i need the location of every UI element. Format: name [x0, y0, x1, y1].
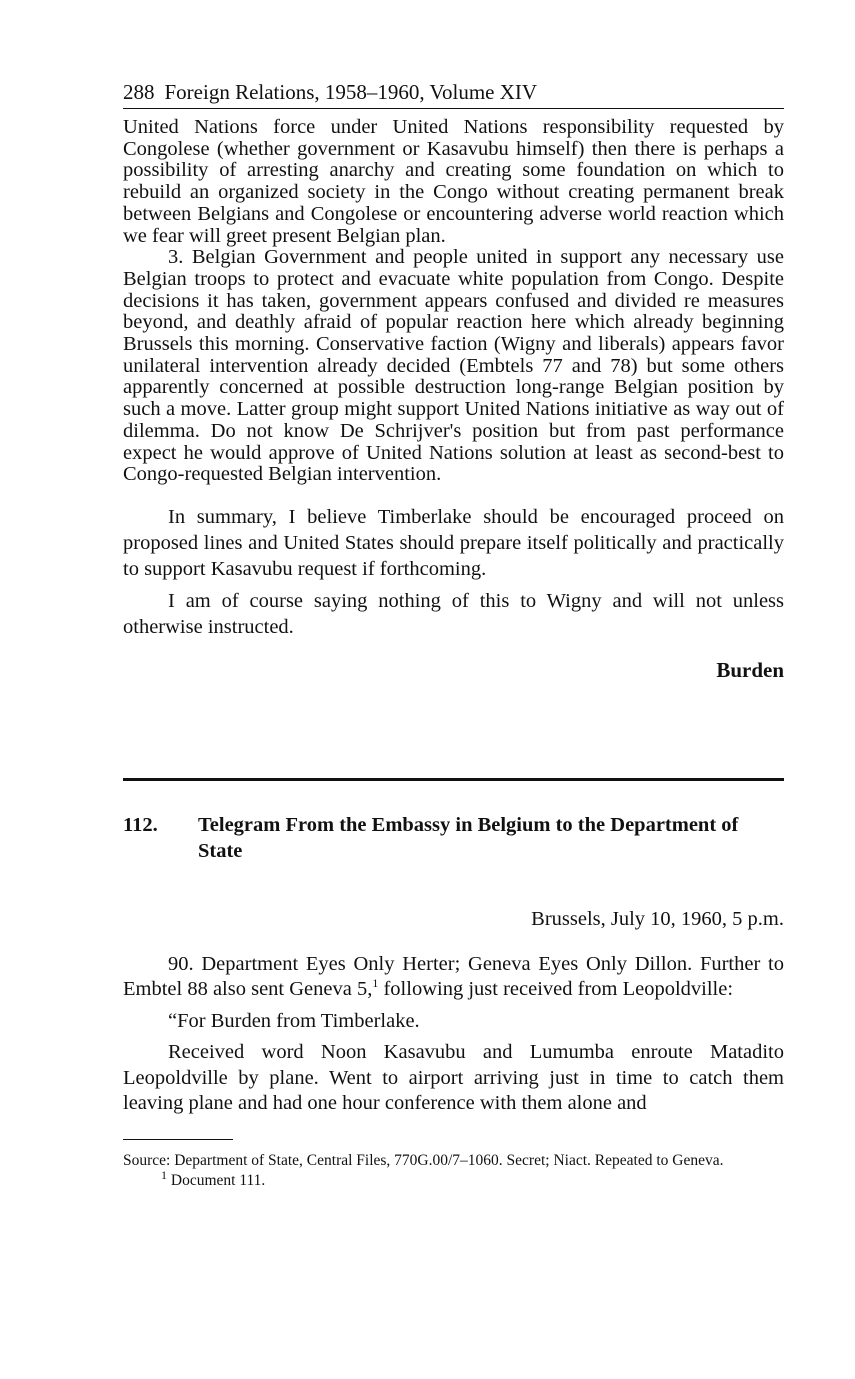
telegram-text-before-note: 90. Department Eyes Only Herter; Geneva Eyes Only Dillon. Further to Embtel 88 also sent Geneva 5, — [123, 952, 784, 1001]
document-number: 112. — [123, 813, 158, 836]
telegram-paragraph-3: Received word Noon Kasavubu and Lumumba enroute Matadito Leopoldville by plane. Went to airport arriving just in time to catch them leaving plane and had one hour conference with them alone and — [123, 1041, 784, 1115]
footnote-1 — [123, 1168, 784, 1191]
continuation-paragraph: United Nations force under United Nations responsibility requested by Congolese (whether government or Kasavubu himself) then there is perhaps a possibility of arresting anarchy and creating some foundation on which to rebuild an organized society in the Congo without creating permanent break between Belgians and Congolese or encountering adverse world reaction which we fear will greet present Belgian plan. — [123, 116, 784, 247]
page-number: 288 — [123, 80, 155, 104]
document-title: Telegram From the Embassy in Belgium to the Department of State — [198, 813, 739, 862]
footnote-1-marker: 1 — [161, 1168, 167, 1183]
footnote-reference: 1 — [372, 976, 379, 991]
footnote-rule — [123, 1139, 233, 1140]
point-3-paragraph: 3. Belgian Government and people united in support any necessary use Belgian troops to protect and evacuate white population from Congo. Despite decisions it has taken, government appears confused and divided re measures beyond, and deathly afraid of popular reaction here which already beginning Brussels this morning. Conservative faction (Wigny and liberals) appears favor unilateral intervention already decided (Embtels 77 and 78) but some others apparently concerned at possible destruction long-range Belgian position by such a move. Latter group might support United Nations initiative as way out of dilemma. Do not know De Schrijver's position but from past performance expect he would approve of United Nations solution at least as second-best to Congo-requested Belgian intervention. — [123, 246, 784, 486]
book-page — [123, 78, 784, 1191]
footnote-1-text: Document 111. — [167, 1172, 266, 1190]
telegram-paragraph-1 — [123, 952, 784, 1003]
source-note: Source: Department of State, Central Files, 770G.00/7–1060. Secret; Niact. Repeated to Geneva. — [123, 1151, 724, 1169]
volume-title: Foreign Relations, 1958–1960, Volume XIV — [164, 80, 538, 104]
telegram-paragraph-2: “For Burden from Timberlake. — [168, 1009, 420, 1032]
closing-paragraph: I am of course saying nothing of this to Wigny and will not unless otherwise instructed. — [123, 589, 784, 638]
dateline: Brussels, July 10, 1960, 5 p.m. — [531, 907, 784, 930]
section-divider — [123, 778, 784, 781]
summary-paragraph: In summary, I believe Timberlake should be encouraged proceed on proposed lines and United States should prepare itself politically and practically to support Kasavubu request if forthcoming. — [123, 505, 784, 580]
telegram-text-after-note: following just received from Leopoldville: — [378, 978, 734, 1001]
running-head — [123, 78, 784, 109]
signature: Burden — [716, 657, 784, 682]
document-heading — [123, 812, 784, 864]
